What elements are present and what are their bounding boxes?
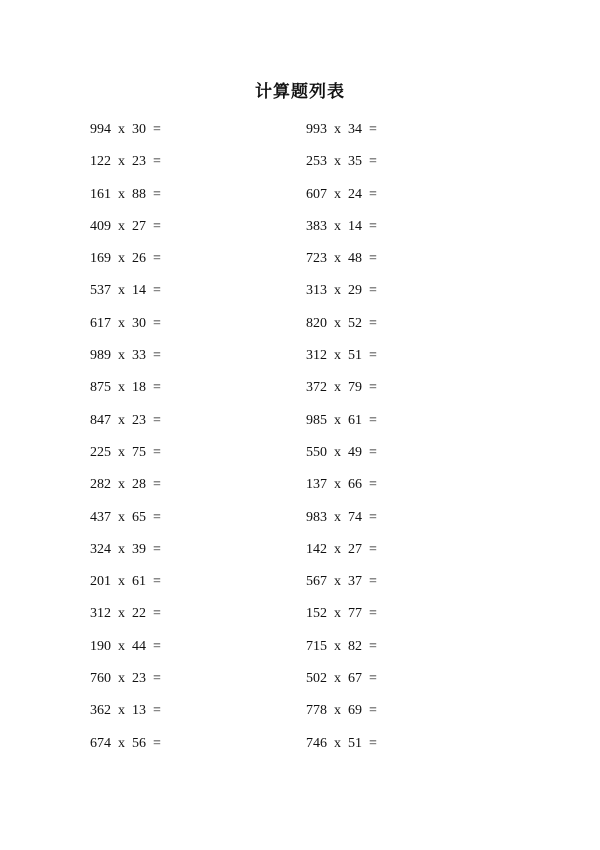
problem-item: 312 x 22 =: [90, 606, 161, 622]
problem-item: 253 x 35 =: [306, 154, 377, 170]
problem-item: 715 x 82 =: [306, 638, 377, 654]
problem-item: 674 x 56 =: [90, 735, 161, 751]
problem-item: 746 x 51 =: [306, 735, 377, 751]
problem-item: 537 x 14 =: [90, 283, 161, 299]
page-title: 计算题列表: [255, 82, 345, 102]
problem-item: 225 x 75 =: [90, 444, 161, 460]
problem-item: 161 x 88 =: [90, 186, 161, 202]
problem-item: 617 x 30 =: [90, 315, 161, 331]
problem-item: 142 x 27 =: [306, 541, 377, 557]
problem-item: 760 x 23 =: [90, 671, 161, 687]
problem-item: 201 x 61 =: [90, 574, 161, 590]
problem-item: 169 x 26 =: [90, 251, 161, 267]
problem-column-right: [306, 118, 377, 764]
problem-item: 190 x 44 =: [90, 638, 161, 654]
problem-item: 847 x 23 =: [90, 412, 161, 428]
problem-item: 607 x 24 =: [306, 186, 377, 202]
problem-item: 437 x 65 =: [90, 509, 161, 525]
problem-item: 122 x 23 =: [90, 154, 161, 170]
problem-column-left: [90, 118, 161, 764]
problem-item: 983 x 74 =: [306, 509, 377, 525]
problem-item: 362 x 13 =: [90, 703, 161, 719]
problem-item: 723 x 48 =: [306, 251, 377, 267]
problem-item: 137 x 66 =: [306, 477, 377, 493]
problem-item: 312 x 51 =: [306, 348, 377, 364]
problem-item: 372 x 79 =: [306, 380, 377, 396]
problem-item: 993 x 34 =: [306, 122, 377, 137]
problem-item: 550 x 49 =: [306, 444, 377, 460]
problem-item: 875 x 18 =: [90, 380, 161, 396]
problem-item: 502 x 67 =: [306, 671, 377, 687]
problem-item: 409 x 27 =: [90, 218, 161, 234]
problem-item: 994 x 30 =: [90, 122, 161, 137]
problem-item: 989 x 33 =: [90, 348, 161, 364]
problem-item: 152 x 77 =: [306, 606, 377, 622]
problem-item: 383 x 14 =: [306, 218, 377, 234]
problem-item: 324 x 39 =: [90, 541, 161, 557]
problem-item: 313 x 29 =: [306, 283, 377, 299]
problem-item: 567 x 37 =: [306, 574, 377, 590]
problem-item: 778 x 69 =: [306, 703, 377, 719]
problem-item: 282 x 28 =: [90, 477, 161, 493]
problem-item: 985 x 61 =: [306, 412, 377, 428]
problem-item: 820 x 52 =: [306, 315, 377, 331]
